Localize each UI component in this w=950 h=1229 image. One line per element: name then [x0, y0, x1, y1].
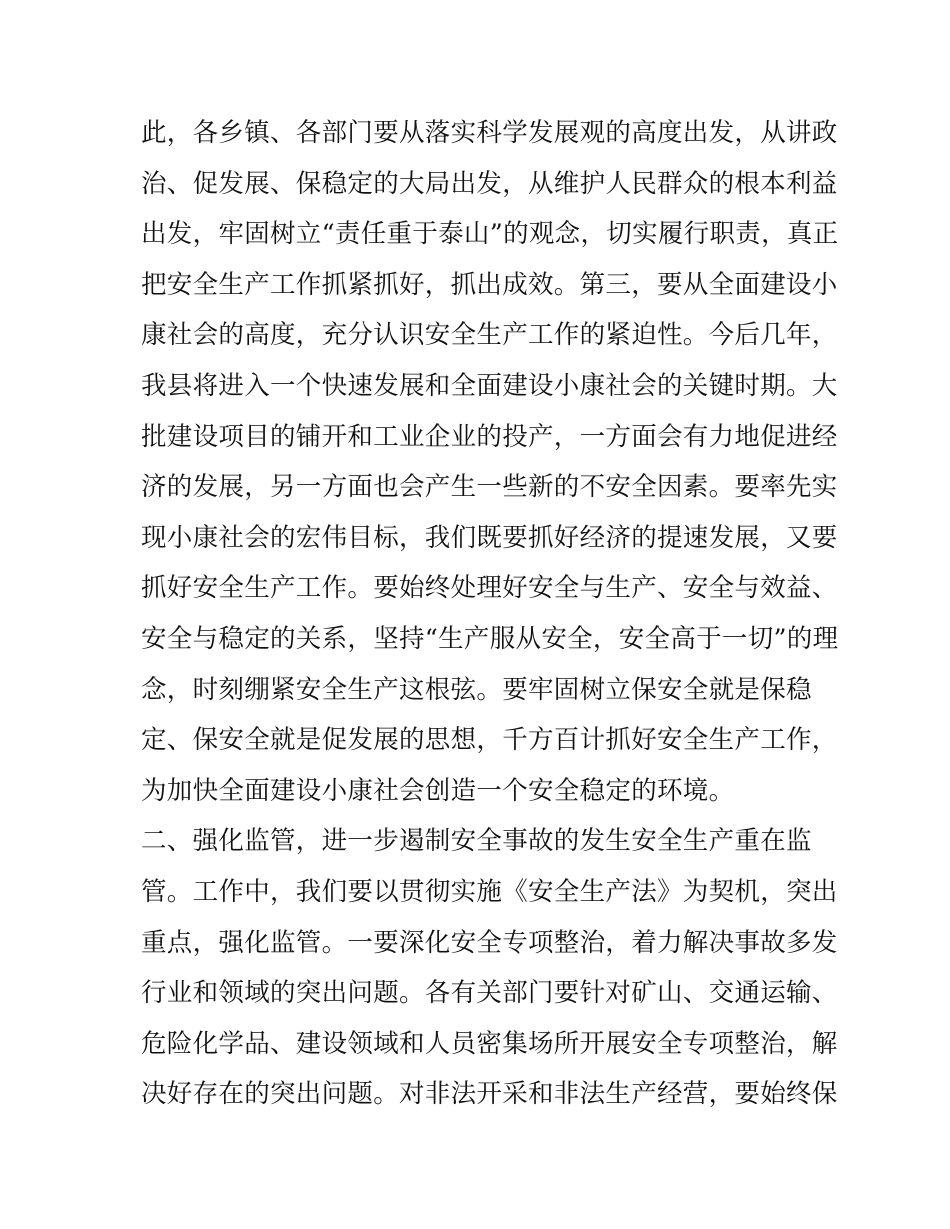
text-line: 康社会的高度，充分认识安全生产工作的紧迫性。今后几年， [141, 320, 838, 351]
text-line: 行业和领域的突出问题。各有关部门要针对矿山、交通运输、 [141, 978, 838, 1009]
body-text [141, 108, 839, 1120]
text-line: 此，各乡镇、各部门要从落实科学发展观的高度出发，从讲政 [141, 118, 838, 148]
text-line: 我县将进入一个快速发展和全面建设小康社会的关键时期。大 [141, 370, 838, 401]
text-line: 安全与稳定的关系，坚持“生产服从安全，安全高于一切”的理 [141, 623, 839, 654]
text-line: 批建设项目的铺开和工业企业的投产，一方面会有力地促进经 [141, 421, 838, 452]
text-line: 济的发展，另一方面也会产生一些新的不安全因素。要率先实 [141, 472, 838, 503]
text-line: 现小康社会的宏伟目标，我们既要抓好经济的提速发展，又要 [141, 522, 838, 553]
text-line: 定、保安全就是促发展的思想，千方百计抓好安全生产工作， [141, 725, 838, 756]
text-line: 念，时刻绷紧安全生产这根弦。要牢固树立保安全就是保稳 [141, 674, 812, 705]
text-line: 出发，牢固树立“责任重于泰山”的观念，切实履行职责，真正 [141, 219, 839, 250]
text-line: 重点，强化监管。一要深化安全专项整治，着力解决事故多发 [141, 927, 838, 958]
text-line: 为加快全面建设小康社会创造一个安全稳定的环境。 [141, 775, 735, 806]
text-line: 抓好安全生产工作。要始终处理好安全与生产、安全与效益、 [141, 573, 838, 604]
text-line: 管。工作中，我们要以贯彻实施《安全生产法》为契机，突出 [141, 876, 838, 907]
text-line: 决好存在的突出问题。对非法开采和非法生产经营，要始终保 [141, 1079, 838, 1110]
text-line: 治、促发展、保稳定的大局出发，从维护人民群众的根本利益 [141, 168, 838, 199]
text-line: 危险化学品、建设领域和人员密集场所开展安全专项整治，解 [141, 1028, 838, 1059]
text-line: 把安全生产工作抓紧抓好，抓出成效。第三，要从全面建设小 [141, 269, 838, 300]
section-heading-line: 二、强化监管，进一步遏制安全事故的发生安全生产重在监 [141, 826, 812, 857]
